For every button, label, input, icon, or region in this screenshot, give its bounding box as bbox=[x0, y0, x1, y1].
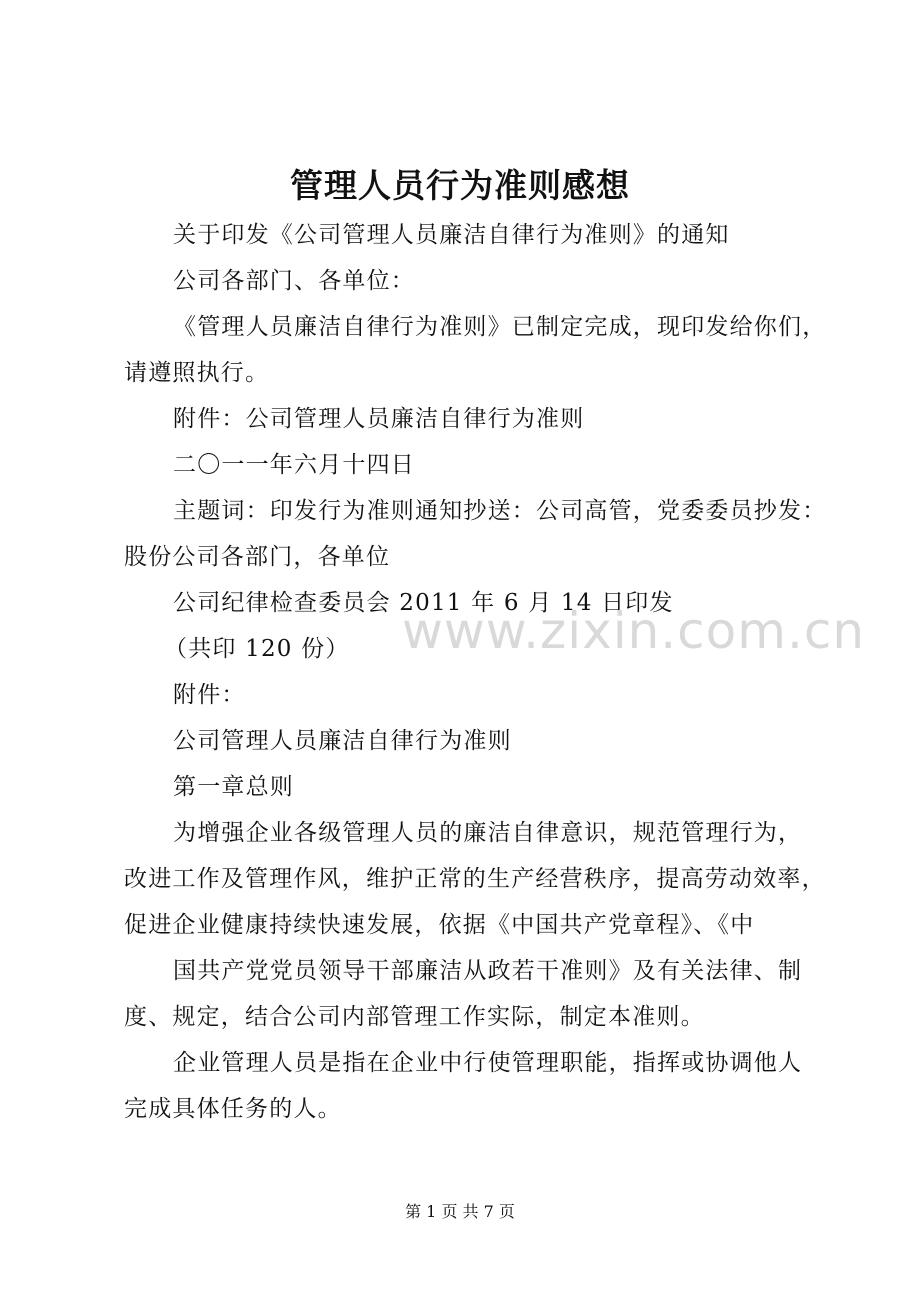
document-title: 管理人员行为准则感想 bbox=[290, 166, 630, 205]
paragraph-line: 企业管理人员是指在企业中行使管理职能，指挥或协调他人 bbox=[173, 1050, 803, 1076]
keywords-line: 股份公司各部门，各单位 bbox=[124, 544, 391, 570]
paragraph-line: 为增强企业各级管理人员的廉洁自律意识，规范管理行为， bbox=[173, 820, 803, 846]
paragraph-line: 请遵照执行。 bbox=[124, 360, 270, 386]
attachment-note: 附件：公司管理人员廉洁自律行为准则 bbox=[173, 406, 585, 432]
paragraph-line: 促进企业健康持续快速发展，依据《中国共产党章程》、《中 bbox=[124, 912, 755, 938]
chapter-heading: 第一章总则 bbox=[173, 774, 294, 800]
paragraph-line: 度、规定，结合公司内部管理工作实际，制定本准则。 bbox=[124, 1004, 705, 1030]
notice-heading: 关于印发《公司管理人员廉洁自律行为准则》的通知 bbox=[173, 222, 730, 248]
attachment-title: 公司管理人员廉洁自律行为准则 bbox=[173, 728, 512, 754]
paragraph-line: 完成具体任务的人。 bbox=[124, 1096, 342, 1122]
copies-line: （共印 120 份） bbox=[164, 636, 350, 662]
attachment-label: 附件： bbox=[173, 682, 246, 708]
watermark: www.zixin.com.cn bbox=[402, 602, 866, 660]
paragraph-line: 国共产党党员领导干部廉洁从政若干准则》及有关法律、制 bbox=[173, 958, 803, 984]
keywords-line: 主题词：印发行为准则通知抄送：公司高管，党委委员抄发： bbox=[173, 498, 827, 524]
issue-date: 二〇一一年六月十四日 bbox=[173, 452, 415, 478]
document-body bbox=[124, 212, 827, 1132]
paragraph-line: 改进工作及管理作风，维护正常的生产经营秩序，提高劳动效率， bbox=[124, 866, 826, 892]
salutation: 公司各部门、各单位： bbox=[173, 268, 415, 294]
paragraph-line: 《管理人员廉洁自律行为准则》已制定完成，现印发给你们， bbox=[173, 314, 827, 340]
page-footer: 第 1 页 共 7 页 bbox=[405, 1202, 515, 1221]
issuer-line: 公司纪律检查委员会 2011 年 6 月 14 日印发 bbox=[173, 590, 674, 616]
